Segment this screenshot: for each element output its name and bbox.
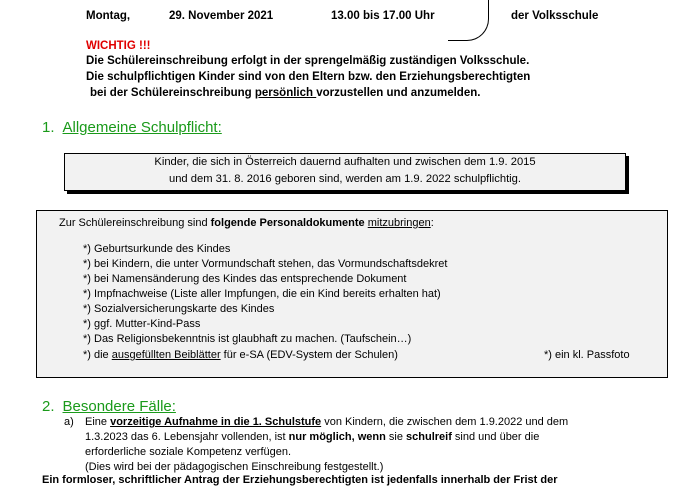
cut-off-line: Ein formloser, schriftlicher Antrag der Erziehungsberechtigten ist jedenfalls innerhalb der Frist der bbox=[42, 474, 558, 486]
case-a-l1-pre: Eine bbox=[85, 416, 111, 428]
document-item: *) ggf. Mutter-Kind-Pass bbox=[83, 318, 201, 330]
case-a-l2-bold: nur möglich, wenn bbox=[288, 431, 386, 443]
beiblaetter-underlined: ausgefüllten Beiblätter bbox=[111, 349, 221, 361]
case-a-line-4: (Dies wird bei der pädagogischen Einschreibung festgestellt.) bbox=[85, 461, 384, 473]
notice-line-1: Die Schülereinschreibung erfolgt in der sprengelmäßig zuständigen Volksschule. bbox=[86, 55, 530, 67]
document-item: *) Impfnachweise (Liste aller Impfungen, die ein Kind bereits erhalten hat) bbox=[83, 288, 441, 300]
important-title: WICHTIG !!! bbox=[86, 40, 151, 52]
document-item: *) bei Namensänderung des Kindes das entsprechende Dokument bbox=[83, 273, 407, 285]
documents-intro-underlined: mitzubringen bbox=[367, 217, 431, 229]
documents-intro bbox=[59, 217, 434, 229]
document-item: *) Das Religionsbekenntnis ist glaubhaft zu machen. (Taufschein…) bbox=[83, 333, 412, 345]
header-date: 29. November 2021 bbox=[169, 10, 274, 22]
case-a-l2-mid: sie bbox=[385, 431, 407, 443]
case-a-l2-post: sind und über die bbox=[451, 431, 540, 443]
case-a-l1-bold: vorzeitige Aufnahme in die 1. Schulstufe bbox=[110, 416, 322, 428]
notice-line-3-a: bei der Schülereinschreibung bbox=[90, 87, 255, 99]
header-time: 13.00 bis 17.00 Uhr bbox=[331, 10, 435, 22]
case-a-line-3: erforderliche soziale Kompetenz verfügen. bbox=[85, 446, 292, 458]
decorative-curve bbox=[448, 0, 489, 41]
documents-intro-bold: folgende Personaldokumente bbox=[210, 217, 365, 229]
schulpflicht-line-1: Kinder, die sich in Österreich dauernd aufhalten und zwischen dem 1.9. 2015 bbox=[154, 156, 536, 168]
section-2-heading bbox=[42, 398, 176, 415]
section-1-heading bbox=[42, 119, 222, 136]
header-place: der Volksschule bbox=[511, 10, 599, 22]
document-item: *) Sozialversicherungskarte des Kindes bbox=[83, 303, 275, 315]
section-1-title: Allgemeine Schulpflicht: bbox=[62, 119, 222, 136]
schulpflicht-box bbox=[64, 153, 626, 191]
case-a-line-2 bbox=[85, 431, 539, 443]
case-a-letter: a) bbox=[64, 416, 74, 428]
notice-line-2: Die schulpflichtigen Kinder sind von den Eltern bzw. den Erziehungsberechtigten bbox=[86, 71, 531, 83]
beiblaetter-after: für e-SA (EDV-System der Schulen) bbox=[220, 349, 398, 361]
case-a-l2-bold2: schulreif bbox=[406, 431, 452, 443]
schulpflicht-line-2: und dem 31. 8. 2016 geboren sind, werden am 1.9. 2022 schulpflichtig. bbox=[168, 173, 522, 185]
notice-line-3 bbox=[90, 87, 480, 99]
section-2-number: 2. bbox=[42, 398, 55, 415]
document-item: *) Geburtsurkunde des Kindes bbox=[83, 243, 231, 255]
document-item-passfoto: *) ein kl. Passfoto bbox=[544, 349, 630, 361]
section-1-number: 1. bbox=[42, 119, 55, 136]
case-a-l2-pre: 1.3.2023 das 6. Lebensjahr vollenden, ist bbox=[85, 431, 289, 443]
documents-intro-a: Zur Schülereinschreibung sind bbox=[59, 217, 211, 229]
beiblaetter-prefix: *) die bbox=[83, 349, 112, 361]
section-2-title: Besondere Fälle: bbox=[62, 398, 176, 415]
document-item-beiblaetter bbox=[83, 349, 398, 361]
documents-intro-colon: : bbox=[430, 217, 434, 229]
document-item: *) bei Kindern, die unter Vormundschaft stehen, das Vormundschaftsdekret bbox=[83, 258, 448, 270]
case-a-l1-post: von Kindern, die zwischen dem 1.9.2022 und dem bbox=[321, 416, 569, 428]
notice-persoenlich: persönlich bbox=[254, 87, 317, 99]
notice-line-3-b: vorzustellen und anzumelden. bbox=[316, 87, 481, 99]
case-a-line-1 bbox=[85, 416, 568, 428]
header-day: Montag, bbox=[86, 10, 131, 22]
